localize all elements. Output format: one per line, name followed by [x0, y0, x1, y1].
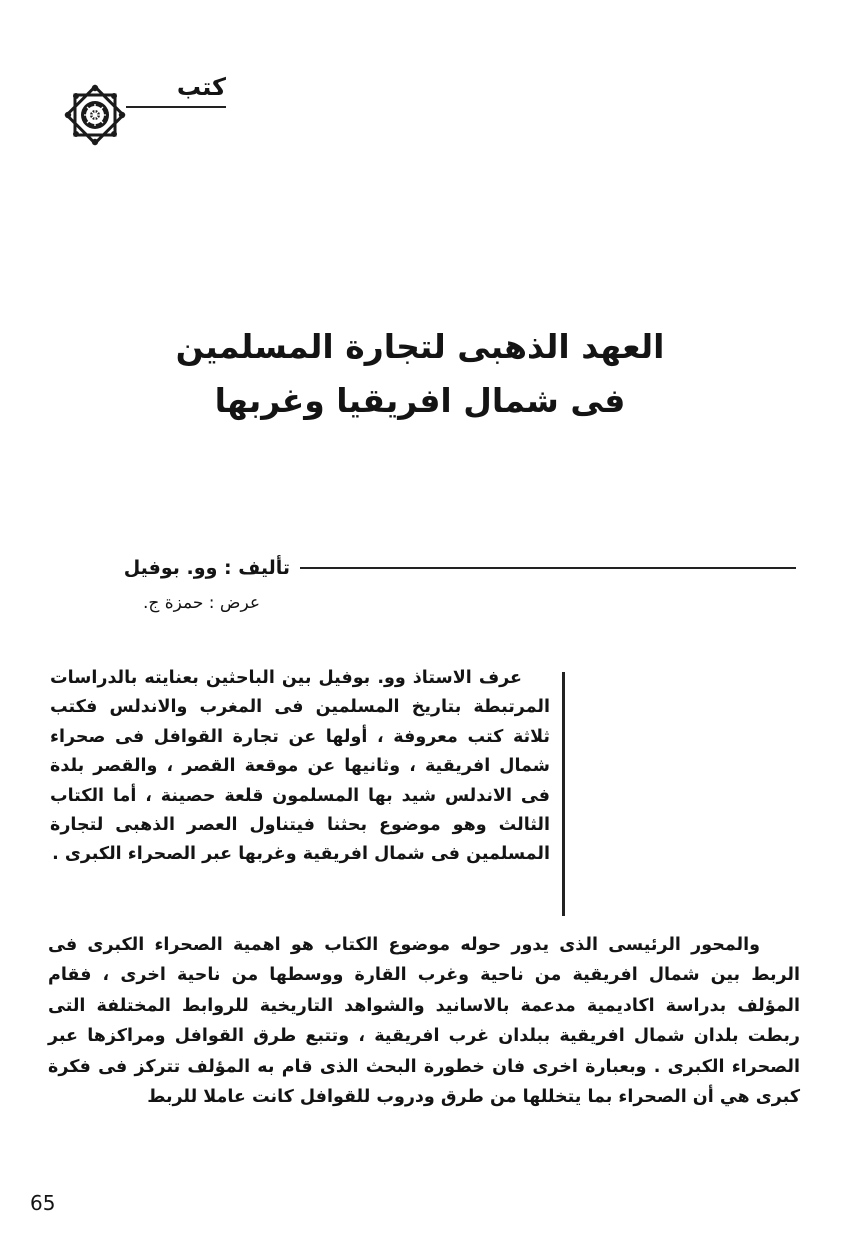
section-label: كتب: [176, 73, 226, 101]
reviewer-credit: عرض : حمزة ج.: [142, 593, 260, 613]
intro-vertical-bar: [562, 672, 565, 916]
section-rule: [126, 106, 226, 108]
article-title-line-2: فى شمال افريقيا وغربها: [214, 381, 626, 420]
arabesque-rosette-icon: [64, 84, 126, 146]
author-rule: [300, 567, 796, 569]
body-paragraph: والمحور الرئيسى الذى يدور حوله موضوع الكتاب هو اهمية الصحراء الكبرى فى الربط بين شمال افريقية من ناحية وغرب القارة ووسطها من ناحية اخرى ، فقام المؤلف بدراسة اكاديمية مدعمة بالاسانيد والشواهد التاريخية للروابط المختلفة التى ربطت بلدان شمال افريقية ببلدان غرب افريقية ، وتتبع طرق القوافل ومراكزها عبر الصحراء الكبرى . وبعبارة اخرى فان خطورة البحث الذى قام به المؤلف تتركز فى فكرة كبرى هي أن الصحراء بما يتخللها من طرق ودروب للقوافل كانت عاملا للربط: [48, 935, 800, 1108]
intro-text: عرف الاستاذ وو. بوفيل بين الباحثين بعنايته بالدراسات المرتبطة بتاريخ المسلمين فى المغرب والاندلس فكتب ثلاثة كتب معروفة ، أولها عن تجارة القوافل فى صحراء شمال افريقية ، وثانيها عن موقعة القصر ، والقصر بلدة فى الاندلس شيد بها المسلمون قلعة حصينة ، أما الكتاب الثالث وهو موضوع بحثنا فيتناول العصر الذهبى لتجارة المسلمين فى شمال افريقية وغربها عبر الصحراء الكبرى .: [50, 668, 550, 865]
intro-paragraph: [50, 664, 550, 870]
author-credit: تأليف : وو. بوفيل: [123, 557, 290, 579]
body-text: [48, 930, 800, 1112]
article-title-line-1: العهد الذهبى لتجارة المسلمين: [175, 327, 665, 366]
page-number: 65: [30, 1191, 56, 1215]
